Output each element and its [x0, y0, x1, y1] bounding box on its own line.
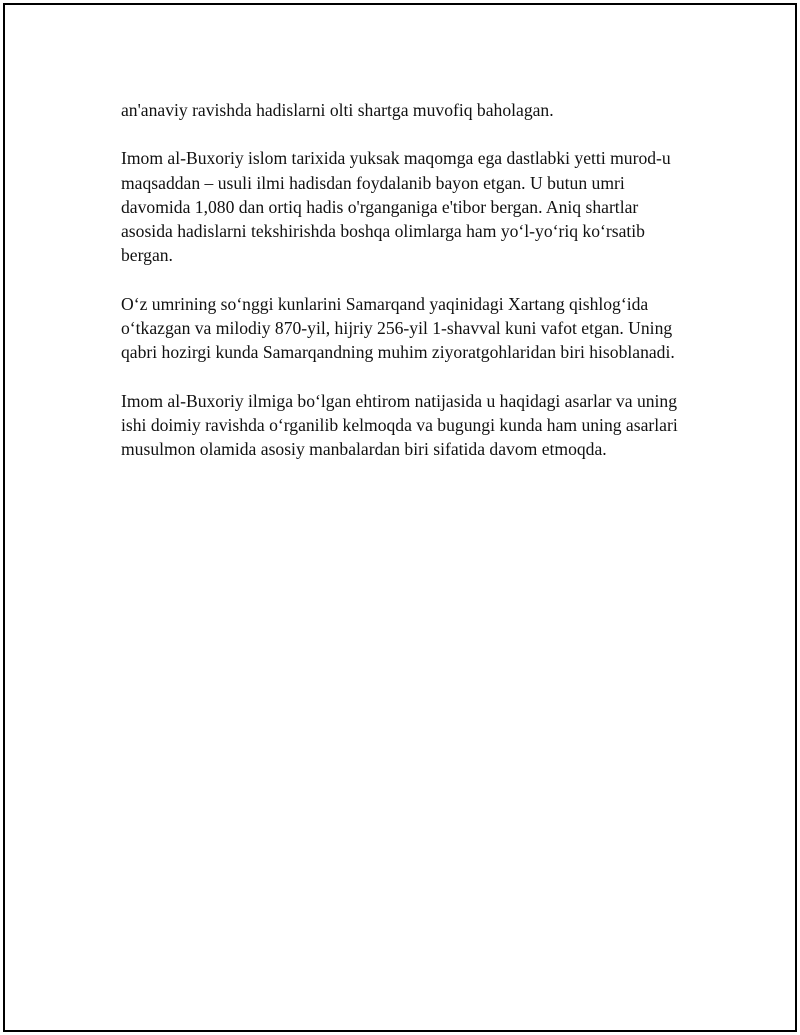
paragraph-1: an'anaviy ravishda hadislarni olti shartga muvofiq baholagan.	[121, 100, 554, 120]
document-body	[121, 98, 681, 486]
document-page	[3, 3, 797, 1032]
paragraph-4: Imom al-Buxoriy ilmiga bo‘lgan ehtirom natijasida u haqidagi asarlar va uning ishi doimiy ravishda o‘rganilib kelmoqda va bugungi kunda ham uning asarlari musulmon olamida asosiy manbalardan biri sifatida davom etmoqda.	[121, 390, 678, 460]
paragraph-2: Imom al-Buxoriy islom tarixida yuksak maqomga ega dastlabki yetti murod-u maqsaddan – usuli ilmi hadisdan foydalanib bayon etgan. U butun umri davomida 1,080 dan ortiq hadis o'rganganiga e'tibor bergan. Aniq shartlar asosida hadislarni tekshirishda boshqa olimlarga ham yo‘l-yo‘riq ko‘rsatib bergan.	[121, 148, 671, 266]
paragraph-3: O‘z umrining so‘nggi kunlarini Samarqand yaqinidagi Xartang qishlog‘ida o‘tkazgan va milodiy 870-yil, hijriy 256-yil 1-shavval kuni vafot etgan. Uning qabri hozirgi kunda Samarqandning muhim ziyoratgohlaridan biri hisoblanadi.	[121, 293, 675, 363]
